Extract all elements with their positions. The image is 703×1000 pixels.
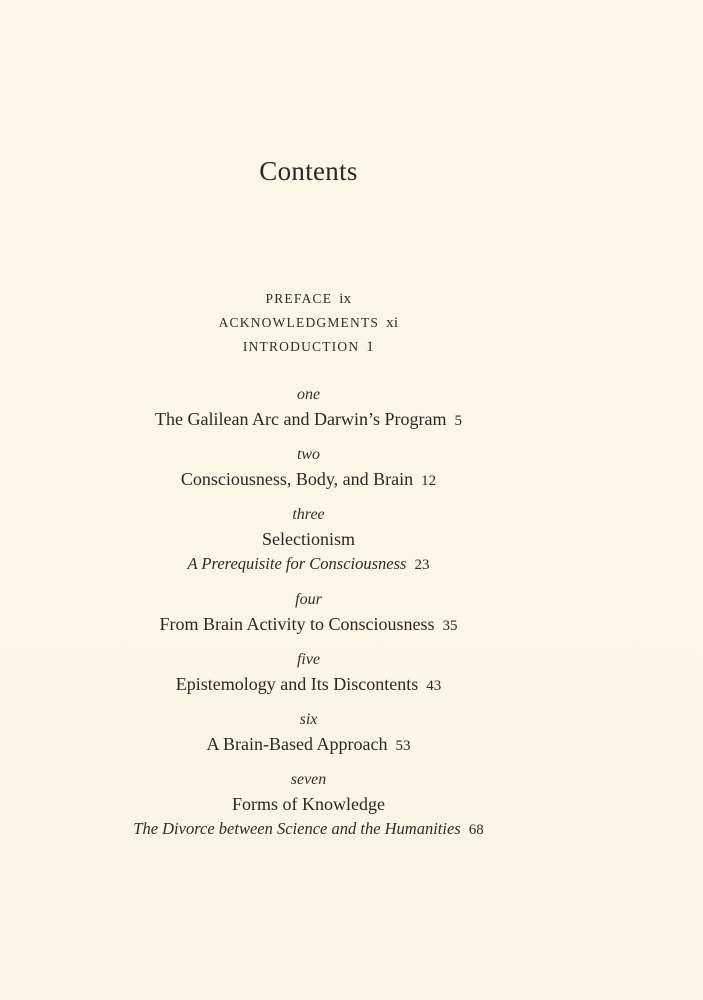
toc-entry-chapter-four[interactable] xyxy=(0,614,617,635)
chapter-title: From Brain Activity to Consciousness xyxy=(159,614,435,634)
toc-entry-chapter-one[interactable] xyxy=(0,409,617,430)
toc-entry-preface[interactable] xyxy=(0,291,617,308)
entry-page: xi xyxy=(386,315,399,331)
page-title: Contents xyxy=(259,156,358,186)
chapter-page: 23 xyxy=(414,557,430,573)
toc-entry-chapter-three[interactable] xyxy=(0,529,617,550)
toc-entry-acknowledgments[interactable] xyxy=(0,315,617,332)
chapter-number: seven xyxy=(290,771,327,788)
entry-page: ix xyxy=(339,291,352,307)
chapter-title: The Galilean Arc and Darwin’s Program xyxy=(155,409,447,429)
chapter-number: four xyxy=(295,591,322,608)
chapter-page: 43 xyxy=(426,678,442,694)
chapter-page: 68 xyxy=(468,822,484,838)
chapter-title: Epistemology and Its Discontents xyxy=(175,674,419,694)
chapter-number: one xyxy=(296,386,321,403)
entry-label: ACKNOWLEDGMENTS xyxy=(218,315,380,330)
toc-entry-chapter-five[interactable] xyxy=(0,674,617,695)
chapter-page: 12 xyxy=(421,473,437,489)
entry-label: INTRODUCTION xyxy=(242,339,360,354)
entry-label: PREFACE xyxy=(265,291,333,306)
toc-entry-introduction[interactable] xyxy=(0,339,617,356)
toc-subtitle-chapter-three[interactable] xyxy=(0,554,617,574)
toc-entry-chapter-two[interactable] xyxy=(0,469,617,490)
entry-page: 1 xyxy=(366,339,375,355)
chapter-title: Forms of Knowledge xyxy=(232,794,385,814)
chapter-page: 53 xyxy=(395,738,411,754)
chapter-page: 5 xyxy=(454,413,462,429)
chapter-page: 35 xyxy=(442,618,458,634)
chapter-subtitle: A Prerequisite for Consciousness xyxy=(187,554,407,573)
chapter-title: A Brain-Based Approach xyxy=(206,734,388,754)
toc-entry-chapter-six[interactable] xyxy=(0,734,617,755)
toc-entry-chapter-seven[interactable] xyxy=(0,794,617,815)
chapter-number: six xyxy=(299,711,318,728)
chapter-title: Consciousness, Body, and Brain xyxy=(180,469,414,489)
chapter-title: Selectionism xyxy=(262,529,355,549)
chapter-number: five xyxy=(296,651,321,668)
chapter-subtitle: The Divorce between Science and the Humanities xyxy=(133,819,461,838)
chapter-number: two xyxy=(296,446,321,463)
chapter-number: three xyxy=(292,506,325,523)
toc-subtitle-chapter-seven[interactable] xyxy=(0,819,617,839)
